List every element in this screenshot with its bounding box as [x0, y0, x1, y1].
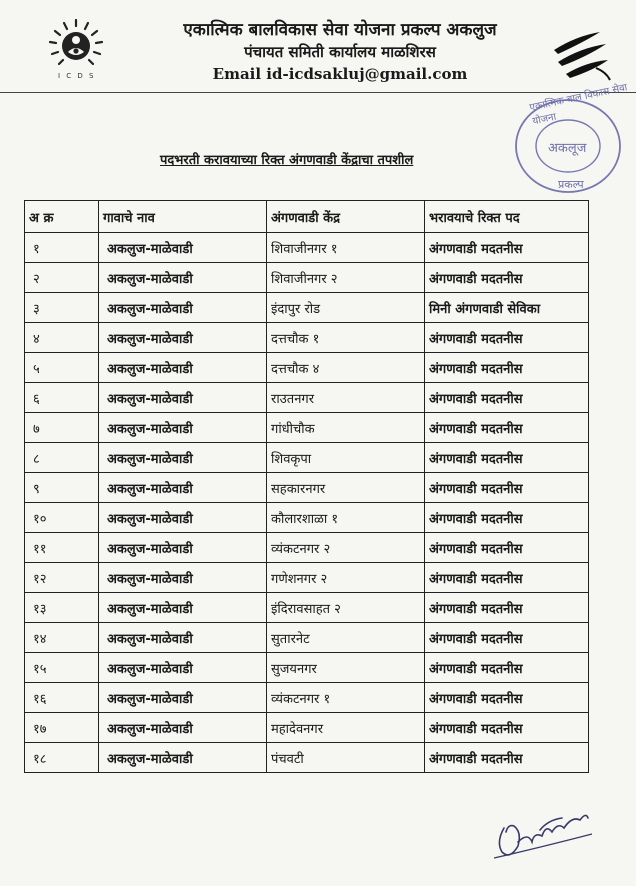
village-cell: अकलुज-माळेवाडी — [99, 323, 267, 353]
table-row — [25, 293, 589, 323]
table-row — [25, 323, 589, 353]
post-cell: अंगणवाडी मदतनीस — [425, 593, 589, 623]
right-emblem — [548, 28, 614, 84]
center-cell: कौलारशाळा १ — [267, 503, 425, 533]
village-cell: अकलुज-माळेवाडी — [99, 563, 267, 593]
village-cell: अकलुज-माळेवाडी — [99, 713, 267, 743]
table-row — [25, 443, 589, 473]
post-cell: अंगणवाडी मदतनीस — [425, 563, 589, 593]
stamp-center-text: अकलूज — [548, 141, 587, 156]
serial-cell: १७ — [25, 713, 99, 743]
swirl-emblem-icon — [548, 28, 614, 84]
village-cell: अकलुज-माळेवाडी — [99, 443, 267, 473]
post-cell: अंगणवाडी मदतनीस — [425, 683, 589, 713]
post-cell: अंगणवाडी मदतनीस — [425, 653, 589, 683]
serial-cell: ७ — [25, 413, 99, 443]
village-cell: अकलुज-माळेवाडी — [99, 623, 267, 653]
village-cell: अकलुज-माळेवाडी — [99, 413, 267, 443]
office-email: Email id-icdsakluj@gmail.com — [212, 65, 468, 83]
table-row — [25, 713, 589, 743]
serial-cell: ८ — [25, 443, 99, 473]
center-cell: गांधीचौक — [267, 413, 425, 443]
table-row — [25, 503, 589, 533]
center-cell: दत्तचौक ४ — [267, 353, 425, 383]
table-row — [25, 413, 589, 443]
post-cell: अंगणवाडी मदतनीस — [425, 233, 589, 263]
col-header-village: गावाचे नाव — [99, 201, 267, 233]
table-row — [25, 383, 589, 413]
office-name: एकात्मिक बालविकास सेवा योजना प्रकल्प अकलुज — [183, 20, 497, 40]
table-header-row — [25, 201, 589, 233]
serial-cell: १६ — [25, 683, 99, 713]
table-title: पदभरती करावयाच्या रिक्त अंगणवाडी केंद्राचा तपशील — [160, 153, 414, 168]
serial-cell: ६ — [25, 383, 99, 413]
col-header-center: अंगणवाडी केंद्र — [267, 201, 425, 233]
center-cell: सुजयनगर — [267, 653, 425, 683]
serial-cell: १० — [25, 503, 99, 533]
signature-icon — [488, 802, 598, 862]
post-cell: अंगणवाडी मदतनीस — [425, 323, 589, 353]
table-row — [25, 473, 589, 503]
serial-cell: ९ — [25, 473, 99, 503]
post-cell: अंगणवाडी मदतनीस — [425, 623, 589, 653]
village-cell: अकलुज-माळेवाडी — [99, 503, 267, 533]
center-cell: इंदापुर रोड — [267, 293, 425, 323]
post-cell: अंगणवाडी मदतनीस — [425, 413, 589, 443]
table-row — [25, 263, 589, 293]
table-row — [25, 593, 589, 623]
post-cell: अंगणवाडी मदतनीस — [425, 743, 589, 773]
post-cell: अंगणवाडी मदतनीस — [425, 473, 589, 503]
village-cell: अकलुज-माळेवाडी — [99, 293, 267, 323]
col-header-post: भरावयाचे रिक्त पद — [425, 201, 589, 233]
village-cell: अकलुज-माळेवाडी — [99, 533, 267, 563]
village-cell: अकलुज-माळेवाडी — [99, 353, 267, 383]
post-cell: अंगणवाडी मदतनीस — [425, 713, 589, 743]
table-row — [25, 653, 589, 683]
officer-signature — [488, 802, 598, 862]
serial-cell: ४ — [25, 323, 99, 353]
serial-cell: १८ — [25, 743, 99, 773]
center-cell: सुतारनेट — [267, 623, 425, 653]
village-cell: अकलुज-माळेवाडी — [99, 683, 267, 713]
table-row — [25, 233, 589, 263]
table-row — [25, 683, 589, 713]
center-cell: इंदिरावसाहत २ — [267, 593, 425, 623]
post-cell: अंगणवाडी मदतनीस — [425, 263, 589, 293]
serial-cell: २ — [25, 263, 99, 293]
stamp-bottom-text: प्रकल्प — [558, 178, 584, 191]
village-cell: अकलुज-माळेवाडी — [99, 593, 267, 623]
letterhead — [150, 18, 530, 85]
village-cell: अकलुज-माळेवाडी — [99, 473, 267, 503]
serial-cell: १२ — [25, 563, 99, 593]
serial-cell: १४ — [25, 623, 99, 653]
stamp-top-text: एकात्मिक बाल विकास सेवा योजना — [528, 82, 629, 128]
center-cell: महादेवनगर — [267, 713, 425, 743]
village-cell: अकलुज-माळेवाडी — [99, 263, 267, 293]
center-cell: पंचवटी — [267, 743, 425, 773]
post-cell: अंगणवाडी मदतनीस — [425, 443, 589, 473]
vacancy-table — [24, 200, 589, 773]
center-cell: गणेशनगर २ — [267, 563, 425, 593]
serial-cell: १ — [25, 233, 99, 263]
post-cell: मिनी अंगणवाडी सेविका — [425, 293, 589, 323]
table-row — [25, 563, 589, 593]
col-header-serial: अ क्र — [25, 201, 99, 233]
icds-emblem-icon — [42, 16, 110, 80]
village-cell: अकलुज-माळेवाडी — [99, 653, 267, 683]
center-cell: शिवकृपा — [267, 443, 425, 473]
center-cell: दत्तचौक १ — [267, 323, 425, 353]
center-cell: सहकारनगर — [267, 473, 425, 503]
center-cell: व्यंकटनगर १ — [267, 683, 425, 713]
village-cell: अकलुज-माळेवाडी — [99, 233, 267, 263]
table-row — [25, 353, 589, 383]
serial-cell: ११ — [25, 533, 99, 563]
serial-cell: ५ — [25, 353, 99, 383]
village-cell: अकलुज-माळेवाडी — [99, 743, 267, 773]
center-cell: राउतनगर — [267, 383, 425, 413]
table-body — [25, 233, 589, 773]
post-cell: अंगणवाडी मदतनीस — [425, 383, 589, 413]
center-cell: शिवाजीनगर १ — [267, 233, 425, 263]
serial-cell: १३ — [25, 593, 99, 623]
office-subname: पंचायत समिती कार्यालय माळशिरस — [244, 43, 436, 61]
table-row — [25, 623, 589, 653]
village-cell: अकलुज-माळेवाडी — [99, 383, 267, 413]
logo-caption: I C D S — [58, 72, 96, 80]
post-cell: अंगणवाडी मदतनीस — [425, 503, 589, 533]
post-cell: अंगणवाडी मदतनीस — [425, 353, 589, 383]
icds-logo — [42, 16, 110, 80]
header-divider — [0, 92, 636, 93]
center-cell: व्यंकटनगर २ — [267, 533, 425, 563]
serial-cell: १५ — [25, 653, 99, 683]
center-cell: शिवाजीनगर २ — [267, 263, 425, 293]
table-row — [25, 743, 589, 773]
serial-cell: ३ — [25, 293, 99, 323]
table-row — [25, 533, 589, 563]
post-cell: अंगणवाडी मदतनीस — [425, 533, 589, 563]
